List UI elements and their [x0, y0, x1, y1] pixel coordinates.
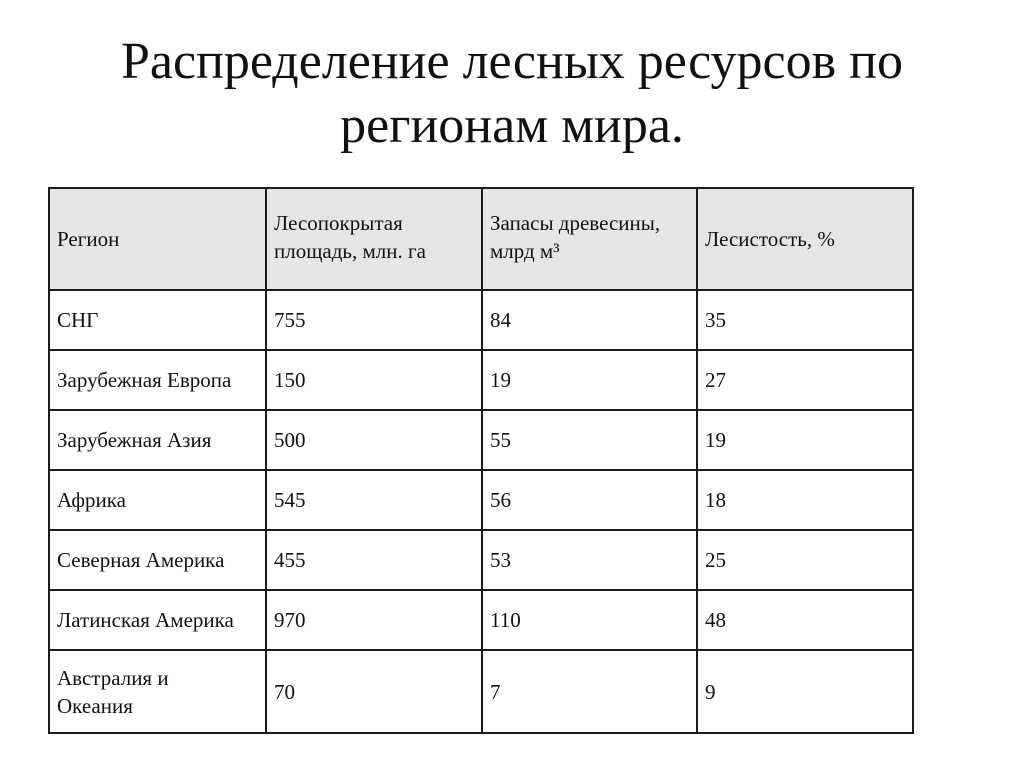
- header-forest-area-line-1: Лесопокрытая: [274, 211, 403, 235]
- cell-wood-reserves: 55: [482, 410, 697, 470]
- header-wood-reserves-line-1: Запасы древесины,: [490, 211, 661, 235]
- header-wood-reserves-line-2: млрд м³: [490, 239, 560, 263]
- cell-wood-reserves: 56: [482, 470, 697, 530]
- table-row: [49, 410, 913, 470]
- header-forest-area: [266, 188, 482, 290]
- table-row: [49, 590, 913, 650]
- cell-forest-area: 455: [266, 530, 482, 590]
- cell-forest-cover: 18: [697, 470, 913, 530]
- cell-region: [49, 650, 266, 733]
- cell-forest-area: 755: [266, 290, 482, 350]
- header-forest-area-line-2: площадь, млн. га: [274, 239, 426, 263]
- cell-wood-reserves: 7: [482, 650, 697, 733]
- cell-region: Зарубежная Азия: [49, 410, 266, 470]
- cell-wood-reserves: 19: [482, 350, 697, 410]
- cell-forest-cover: 35: [697, 290, 913, 350]
- table-row: [49, 530, 913, 590]
- cell-forest-cover: 25: [697, 530, 913, 590]
- cell-wood-reserves: 53: [482, 530, 697, 590]
- cell-wood-reserves: 84: [482, 290, 697, 350]
- table-header-row: [49, 188, 913, 290]
- cell-region: СНГ: [49, 290, 266, 350]
- forest-resources-table: [48, 187, 914, 734]
- cell-forest-cover: 27: [697, 350, 913, 410]
- cell-forest-cover: 19: [697, 410, 913, 470]
- cell-region: Северная Америка: [49, 530, 266, 590]
- title-line-2: регионам мира.: [340, 97, 684, 154]
- header-forest-cover: Лесистость, %: [697, 188, 913, 290]
- cell-region: Латинская Америка: [49, 590, 266, 650]
- header-wood-reserves: [482, 188, 697, 290]
- cell-forest-area: 500: [266, 410, 482, 470]
- table-row: [49, 650, 913, 733]
- cell-region-line-1: Австралия и: [57, 665, 169, 690]
- cell-forest-cover: 9: [697, 650, 913, 733]
- table-row: [49, 350, 913, 410]
- header-region: Регион: [49, 188, 266, 290]
- table-row: [49, 290, 913, 350]
- table-row: [49, 470, 913, 530]
- cell-forest-area: 150: [266, 350, 482, 410]
- cell-region-line-2: Океания: [57, 693, 133, 718]
- cell-forest-area: 545: [266, 470, 482, 530]
- cell-region: Африка: [49, 470, 266, 530]
- cell-forest-cover: 48: [697, 590, 913, 650]
- title-line-1: Распределение лесных ресурсов по: [120, 33, 903, 90]
- page-title: [0, 30, 1024, 158]
- cell-wood-reserves: 110: [482, 590, 697, 650]
- cell-forest-area: 70: [266, 650, 482, 733]
- cell-forest-area: 970: [266, 590, 482, 650]
- cell-region: Зарубежная Европа: [49, 350, 266, 410]
